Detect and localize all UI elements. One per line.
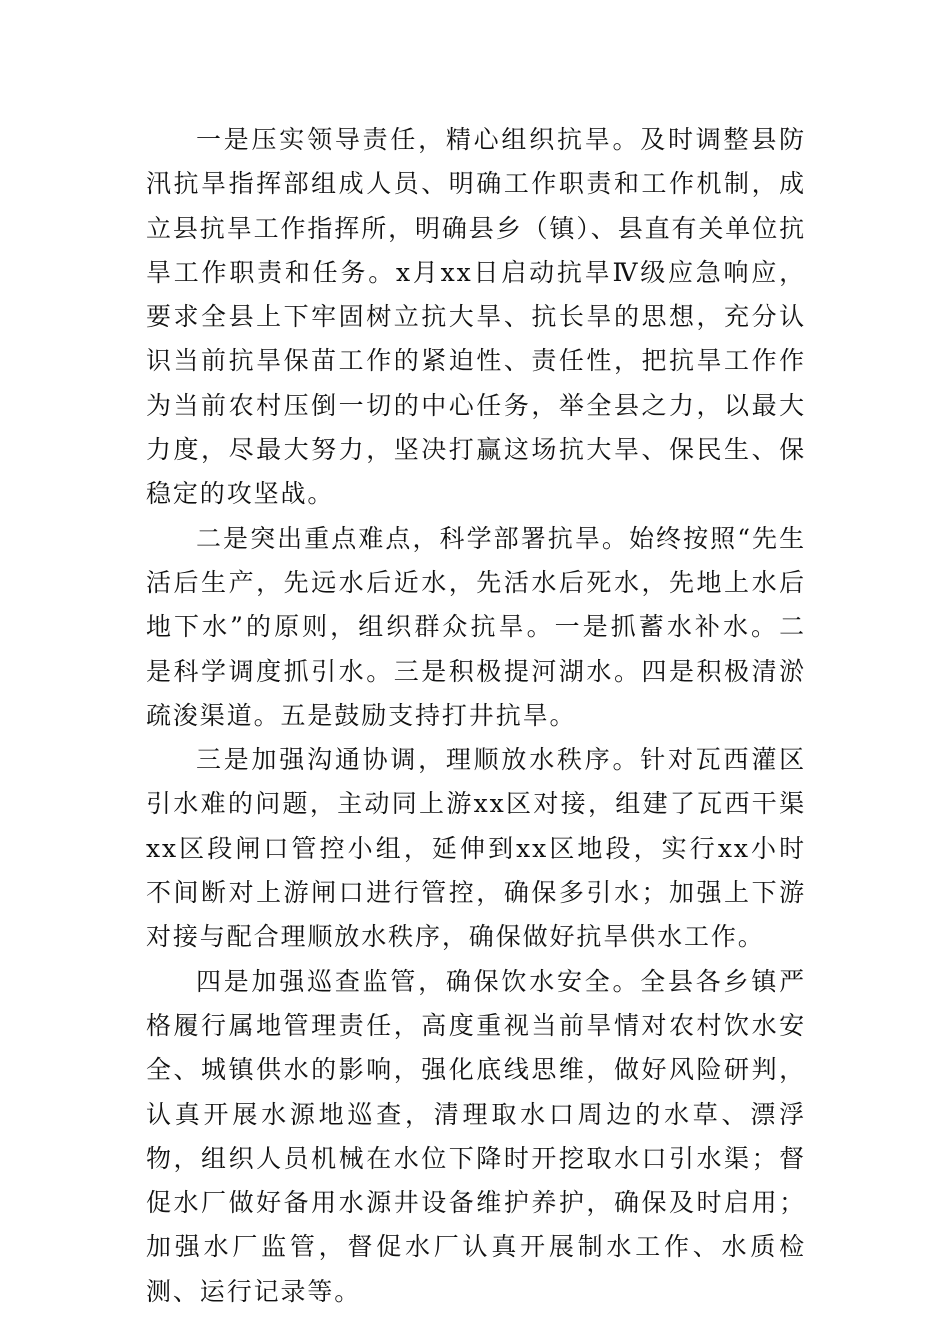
paragraph-leadership-responsibility: 一是压实领导责任，精心组织抗旱。及时调整县防汛抗旱指挥部组成人员、明确工作职责和工作机制，成立县抗旱工作指挥所，明确县乡（镇）、县直有关单位抗旱工作职责和任务。x月xx日启动抗旱Ⅳ级应急响应，要求全县上下牢固树立抗大旱、抗长旱的思想，充分认识当前抗旱保苗工作的紧迫性、责任性，把抗旱工作作为当前农村压倒一切的中心任务，举全县之力，以最大力度，尽最大努力，坚决打赢这场抗大旱、保民生、保稳定的攻坚战。 [146,125,807,509]
paragraph-communication-coordination: 三是加强沟通协调，理顺放水秩序。针对瓦西灌区引水难的问题，主动同上游xx区对接，组建了瓦西干渠xx区段闸口管控小组，延伸到xx区地段，实行xx小时不间断对上游闸口进行管控，确保多引水；加强上下游对接与配合理顺放水秩序，确保做好抗旱供水工作。 [146,745,806,952]
paragraph-inspection-supervision: 四是加强巡查监管，确保饮水安全。全县各乡镇严格履行属地管理责任，高度重视当前旱情对农村饮水安全、城镇供水的影响，强化底线思维，做好风险研判，认真开展水源地巡查，清理取水口周边的水草、漂浮物，组织人员机械在水位下降时开挖取水口引水渠；督促水厂做好备用水源井设备维护养护，确保及时启用；加强水厂监管，督促水厂认真开展制水工作、水质检测、运行记录等。 [146,966,806,1306]
paragraph-key-difficulties: 二是突出重点难点，科学部署抗旱。始终按照“先生活后生产，先远水后近水，先活水后死水，先地上水后地下水”的原则，组织群众抗旱。一是抓蓄水补水。二是科学调度抓引水。三是积极提河湖水。四是积极清淤疏浚渠道。五是鼓励支持打井抗旱。 [146,523,806,730]
document-body [146,118,806,1314]
